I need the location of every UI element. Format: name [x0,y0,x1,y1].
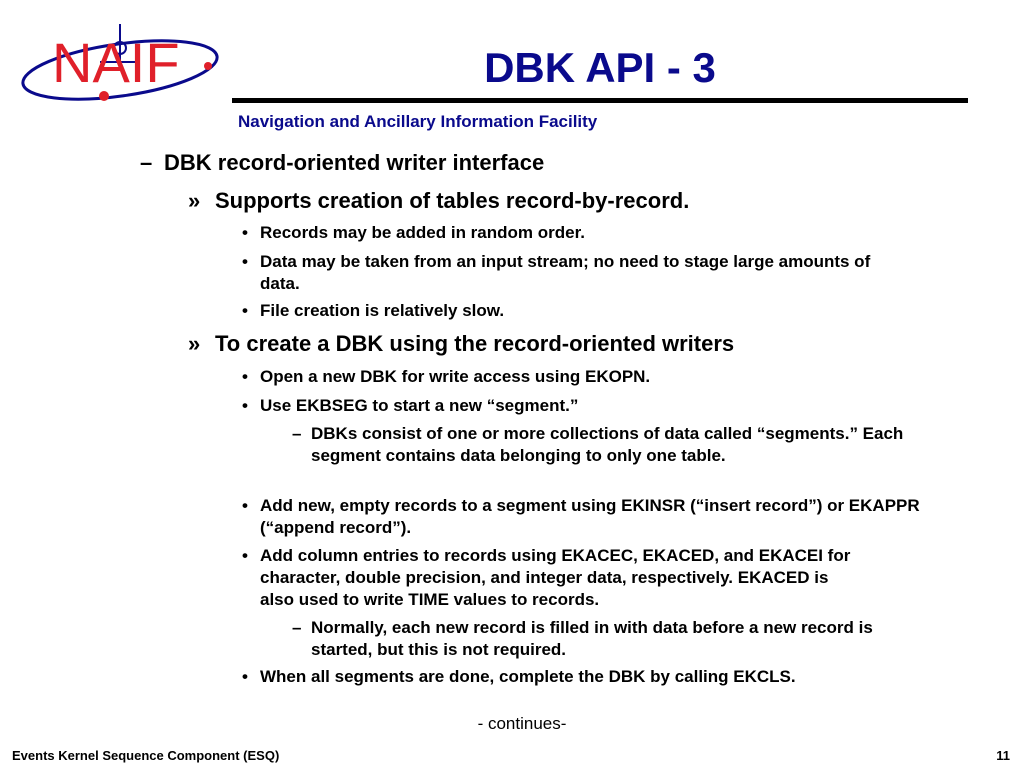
continues-note: - continues- [477,714,567,733]
sub-item-1 [188,188,689,214]
chevron-marker: » [188,188,201,213]
bullet-item [242,666,942,688]
bullet-text: Open a new DBK for write access using EKOPN. [260,367,651,386]
bullet-item [242,300,882,322]
title-divider [232,98,968,103]
bullet-marker: • [242,546,248,565]
heading-text: DBK record-oriented writer interface [164,150,545,175]
sub-bullet-text: DBKs consist of one or more collections of data called “segments.” Each segment contains data belonging to only one table. [311,424,904,465]
sub-bullet-text: Normally, each new record is filled in with data before a new record is started, but this is not required. [311,618,873,659]
sub-bullet-item [292,423,932,467]
bullet-marker: • [242,223,248,242]
bullet-text: Records may be added in random order. [260,223,585,242]
logo-wordmark: NAIF [52,31,180,94]
sub-item-2 [188,331,734,357]
naif-logo [16,20,224,112]
bullet-item [242,366,922,388]
bullet-item [242,251,882,295]
bullet-text: Data may be taken from an input stream; no need to stage large amounts of data. [260,252,871,293]
dash-marker: – [140,150,153,175]
organization-name: Navigation and Ancillary Information Facility [238,112,598,131]
dash-marker: – [292,424,302,443]
bullet-marker: • [242,367,248,386]
chevron-marker: » [188,331,201,356]
bullet-marker: • [242,252,248,271]
footer-title: Events Kernel Sequence Component (ESQ) [12,748,280,763]
naif-logo-graphic [16,20,224,112]
bullet-item [242,545,862,611]
bullet-text: When all segments are done, complete the DBK by calling EKCLS. [260,667,796,686]
bullet-item [242,222,882,244]
bullet-text: File creation is relatively slow. [260,301,505,320]
sub-item-2-text: To create a DBK using the record-oriented writers [215,331,735,356]
sub-bullet-item [292,617,912,661]
bullet-marker: • [242,301,248,320]
page-number: 11 [996,748,1010,763]
sub-item-1-text: Supports creation of tables record-by-record. [215,188,690,213]
bullet-marker: • [242,396,248,415]
bullet-item [242,495,932,539]
heading-item [140,150,544,176]
bullet-marker: • [242,496,248,515]
bullet-item [242,395,922,417]
dash-marker: – [292,618,302,637]
slide-title: DBK API - 3 [484,44,716,91]
bullet-marker: • [242,667,248,686]
bullet-text: Use EKBSEG to start a new “segment.” [260,396,579,415]
bullet-text: Add new, empty records to a segment using EKINSR (“insert record”) or EKAPPR (“append record”). [260,496,920,537]
bullet-text: Add column entries to records using EKACEC, EKACED, and EKACEI for character, double precision, and integer data, respectively. EKACED is also used to write TIME values to records. [260,546,851,609]
